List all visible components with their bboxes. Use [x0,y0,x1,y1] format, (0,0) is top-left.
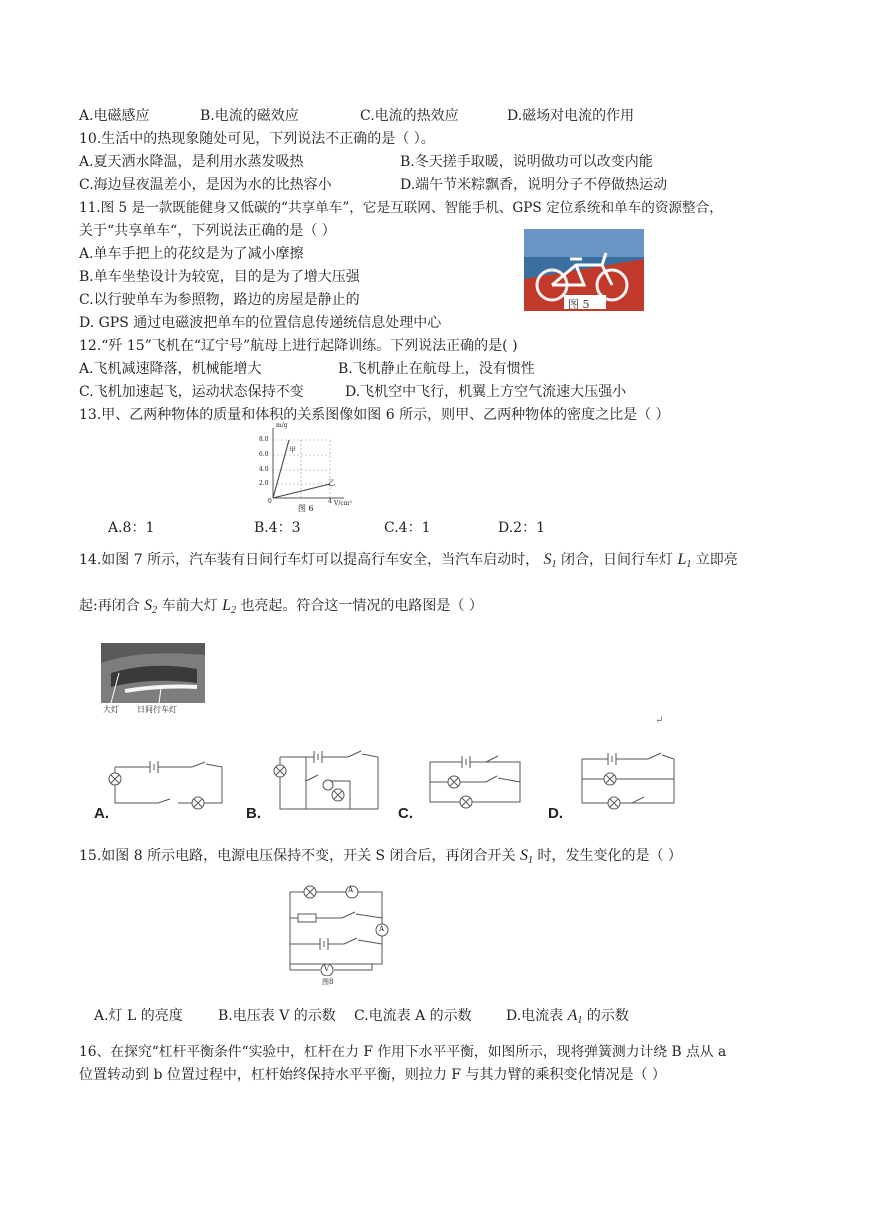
voltmeter-glyph: V [324,965,330,973]
switch-s1-symbol: $S_1$ [543,551,557,570]
q11-stem-line1: 11.图 5 是一款既能健身又低碳的“共享单车”，它是互联网、智能手机、GPS 定位系统和单车的资源整合， [79,200,723,216]
q14-stem1-part-b: 闭合，日间行车灯 [560,552,673,568]
q15-stem-part-b: 时，发生变化的是（ ） [537,848,682,864]
circuit-option-b [270,745,382,820]
lamp-l1-symbol: $L_1$ [677,551,692,570]
graph-ytick-4: 4.0 [259,466,269,473]
graph-xtick-4: 4 [328,498,332,505]
figure-5-bike-photo [524,229,644,311]
graph-series-jia: 甲 [289,446,296,454]
q15-stem [79,846,682,871]
figure-6-label: 图 6 [298,504,314,513]
q11-option-a: A.单车手把上的花纹是为了减小摩擦 [79,246,304,262]
ammeter-a1-glyph: A [348,886,354,894]
graph-xlabel: V/cm³ [334,500,352,507]
q14-stem2-part-c: 也亮起。符合这一情况的电路图是（ ） [240,598,483,614]
q10-option-a: A.夏天洒水降温，是利用水蒸发吸热 [79,154,304,170]
figure-6-graph [258,422,352,514]
q15-option-d-part-b: 的示数 [586,1008,629,1024]
photo-label-headlight: 大灯 [103,705,119,714]
figure-5-label: 图 5 [568,298,590,311]
q12-option-d: D.飞机空中飞行，机翼上方空气流速大压强小 [345,384,627,400]
q9-option-b: B.电流的磁效应 [200,108,299,124]
q13-stem: 13.甲、乙两种物体的质量和体积的关系图像如图 6 所示，则甲、乙两种物体的密度之比是（ ） [79,407,670,423]
q12-option-b: B.飞机静止在航母上，没有惯性 [338,361,535,377]
q13-option-d: D.2：1 [498,520,545,536]
q15-option-a: A.灯 L 的亮度 [94,1008,183,1024]
switch-s2-symbol: $S_2$ [144,597,158,616]
photo-label-daytime-light: 日间行车灯 [137,705,177,714]
q11-option-d: D. GPS 通过电磁波把单车的位置信息传递统信息处理中心 [79,315,442,331]
q15-option-d-part-a: D.电流表 [506,1008,564,1024]
q14-stem2-part-b: 车前大灯 [161,598,218,614]
q9-option-a: A.电磁感应 [79,108,150,124]
q10-option-c: C.海边昼夜温差小，是因为水的比热容小 [79,177,332,193]
circuit-letter-b: B. [246,805,261,822]
graph-origin: 0 [268,498,272,505]
figure-8-circuit [282,880,392,988]
q10-option-d: D.端午节米粽飘香，说明分子不停做热运动 [400,177,668,193]
q12-stem: 12.“歼 15”飞机在“辽宁号”航母上进行起降训练。下列说法正确的是( ) [79,338,518,354]
q9-option-d: D.磁场对电流的作用 [507,108,635,124]
graph-ytick-2: 2.0 [259,480,269,487]
q14-stem-line1 [79,550,738,575]
ammeter-a-glyph: A [379,925,385,933]
graph-ytick-6: 6.0 [259,451,269,458]
q14-stem-line2 [79,596,483,621]
graph-ylabel: m/g [276,422,288,429]
graph-series-yi: 乙 [328,479,335,487]
q11-option-c: C.以行驶单车为参照物，路边的房屋是静止的 [79,292,360,308]
q16-stem-line1: 16、在探究“杠杆平衡条件“实验中，杠杆在力 F 作用下水平平衡，如图所示，现将弹簧测力计绕 B 点从 a [79,1044,727,1060]
q14-stem1-part-a: 14.如图 7 所示，汽车装有日间行车灯可以提高行车安全，当汽车启动时， [79,552,540,568]
q9-option-c: C.电流的热效应 [360,108,459,124]
q14-stem1-part-c: 立即亮 [695,552,738,568]
q11-option-b: B.单车坐垫设计为较宽，目的是为了增大压强 [79,269,360,285]
q10-stem: 10.生活中的热现象随处可见，下列说法不正确的是（ ）。 [79,131,435,147]
ammeter-a1-symbol: $A_1$ [567,1007,583,1026]
q16-stem-line2: 位置转动到 b 位置过程中，杠杆始终保持水平平衡，则拉力 F 与其力臂的乘积变化情况是（ ） [79,1067,666,1083]
q12-option-a: A.飞机减速降落，机械能增大 [79,361,262,377]
q15-option-d [506,1006,629,1031]
q11-stem-line2: 关于“共享单车“，下列说法正确的是（ ） [79,223,336,239]
circuit-letter-a: A. [94,805,109,822]
figure-7-car-photo [101,643,205,717]
lamp-l2-symbol: $L_2$ [222,597,236,616]
q13-option-c: C.4：1 [384,520,431,536]
circuit-letter-d: D. [548,805,563,822]
circuit-option-d [578,745,678,817]
return-mark-icon: ↵ [655,715,664,726]
q13-option-b: B.4：3 [254,520,301,536]
q12-option-c: C.飞机加速起飞，运动状态保持不变 [79,384,304,400]
q13-option-a: A.8：1 [108,520,155,536]
circuit-option-c [426,748,524,816]
graph-ytick-8: 8.0 [259,436,269,443]
q15-stem-part-a: 15.如图 8 所示电路，电源电压保持不变，开关 S 闭合后，再闭合开关 [79,848,516,864]
q14-stem2-part-a: 起:再闭合 [79,598,140,614]
q15-option-b: B.电压表 V 的示数 [218,1008,336,1024]
q10-option-b: B.冬天搓手取暖，说明做功可以改变内能 [400,154,653,170]
figure-8-label: 图8 [322,978,334,986]
switch-s1-symbol: $S_1$ [520,847,534,866]
circuit-letter-c: C. [398,805,413,822]
q15-option-c: C.电流表 A 的示数 [354,1008,472,1024]
circuit-option-a [108,755,228,815]
